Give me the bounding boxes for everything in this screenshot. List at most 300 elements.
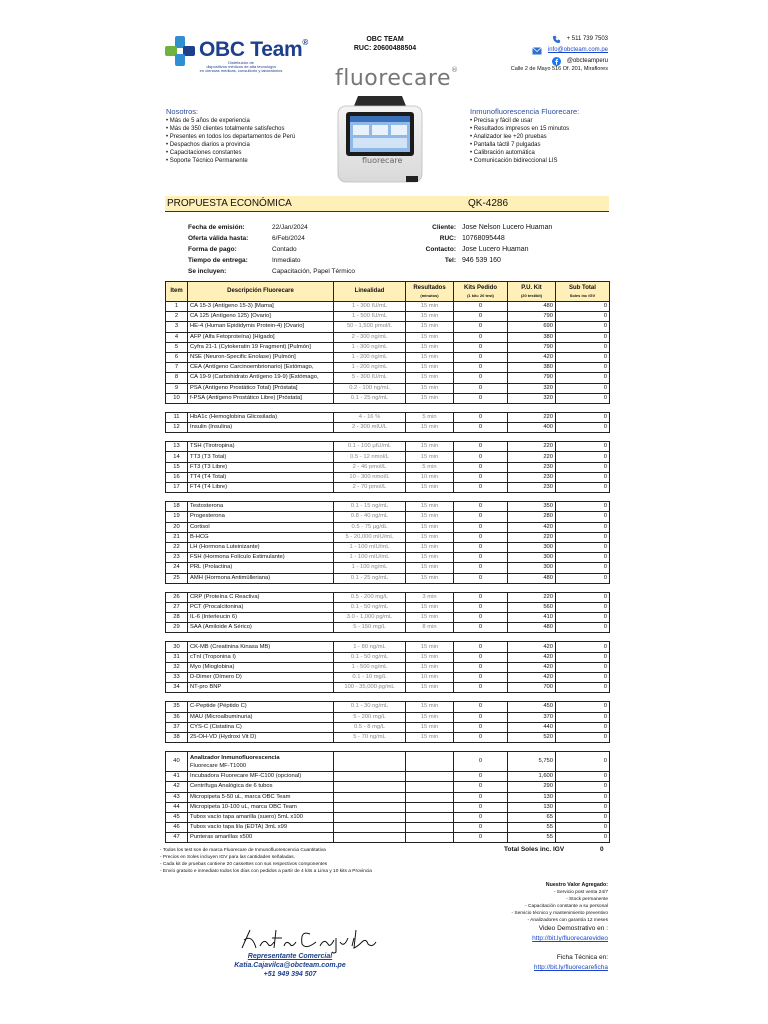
cell-pu: 410 <box>508 613 556 623</box>
spacer-cell <box>508 403 556 412</box>
cell-kits: 0 <box>454 483 508 493</box>
contact-address: Calle 2 de Mayo 516 Of. 201, Miraflores <box>510 66 608 72</box>
cell-linealidad: 5 - 200 mg/L <box>334 712 406 722</box>
cell-linealidad: 0.5 - 8 mg/L <box>334 722 406 732</box>
spacer-row <box>166 633 610 642</box>
table-row <box>166 393 610 403</box>
cell-item: 18 <box>166 502 188 512</box>
table-row <box>166 352 610 362</box>
cell-kits: 0 <box>454 332 508 342</box>
note-line: - Envío gratuito e inmediato todos los días con pedidos a partir de 4 kits a Lima y 10 kits a Provincia <box>160 869 372 874</box>
col-sub-sub: Soles inc IGV <box>569 292 596 298</box>
spacer-cell <box>556 583 610 592</box>
cell-resultados <box>406 812 454 822</box>
cell-linealidad: 1 - 100 ng/mL <box>334 563 406 573</box>
cell-resultados <box>406 802 454 812</box>
logo-text: OBC Team <box>199 38 303 61</box>
fluorecare-device-image <box>328 92 432 188</box>
cell-resultados: 15 min <box>406 512 454 522</box>
inmuno-item: • Pantalla táctil 7 pulgadas <box>470 142 541 148</box>
nosotros-item: • Capacitaciones constantes <box>166 150 242 156</box>
cell-desc: CA 19-9 (Carbohidrato Antígeno 19-9) [Estómago, <box>188 373 334 383</box>
cell-subtotal: 0 <box>556 373 610 383</box>
device-brand-label: fluorecare <box>362 156 403 165</box>
cell-resultados: 3 min <box>406 592 454 602</box>
table-row <box>166 592 610 602</box>
cell-linealidad: 0.5 - 75 μg/dL <box>334 522 406 532</box>
cell-item: 20 <box>166 522 188 532</box>
spacer-row <box>166 693 610 702</box>
table-row <box>166 673 610 683</box>
spacer-cell <box>188 743 334 752</box>
cell-desc: Centrífuga Analógica de 6 tubos <box>188 782 334 792</box>
cell-item: 25 <box>166 573 188 583</box>
cell-desc: Progesterona <box>188 512 334 522</box>
cell-resultados: 15 min <box>406 573 454 583</box>
col-res-sub: (minutos) <box>420 292 439 298</box>
cell-item: 6 <box>166 352 188 362</box>
inmuno-item: • Calibración automática <box>470 150 535 156</box>
cell-desc: HE-4 (Human Epididymis Protein-4) [Ovario] <box>188 322 334 332</box>
cell-desc: CK-MB (Creatinina Kinasa MB) <box>188 642 334 652</box>
cell-resultados: 15 min <box>406 652 454 662</box>
proposal-meta <box>188 222 412 277</box>
table-row <box>166 312 610 322</box>
meta-row <box>188 255 412 266</box>
spacer-cell <box>406 693 454 702</box>
spacer-cell <box>508 743 556 752</box>
cell-pu: 790 <box>508 373 556 383</box>
cell-subtotal: 0 <box>556 472 610 482</box>
cell-desc-title: Analizador Inmunofluorescencia <box>190 754 280 761</box>
table-row <box>166 483 610 493</box>
cell-pu: 420 <box>508 522 556 532</box>
cell-pu: 230 <box>508 483 556 493</box>
cell-item: 32 <box>166 662 188 672</box>
spacer-cell <box>454 433 508 442</box>
cell-kits: 0 <box>454 512 508 522</box>
spacer-cell <box>508 583 556 592</box>
cell-resultados: 15 min <box>406 373 454 383</box>
cell-subtotal: 0 <box>556 652 610 662</box>
cell-item: 47 <box>166 833 188 843</box>
cell-item: 45 <box>166 812 188 822</box>
cell-subtotal: 0 <box>556 702 610 712</box>
cell-subtotal: 0 <box>556 683 610 693</box>
ficha-link[interactable]: http://bit.ly/fluorecareficha <box>533 964 608 971</box>
col-kit-sub: (1 kit= 20 test) <box>467 292 494 298</box>
cell-linealidad: 0.8 - 40 ng/mL <box>334 512 406 522</box>
cell-linealidad: 0.1 - 100 μIU/mL <box>334 442 406 452</box>
cell-resultados: 15 min <box>406 352 454 362</box>
cell-item: 19 <box>166 512 188 522</box>
cell-pu: 230 <box>508 472 556 482</box>
cell-linealidad: 1 - 300 IU/mL <box>334 302 406 312</box>
table-row <box>166 662 610 672</box>
cell-resultados: 15 min <box>406 553 454 563</box>
cell-resultados: 15 min <box>406 423 454 433</box>
cell-resultados: 15 min <box>406 522 454 532</box>
spacer-row <box>166 583 610 592</box>
spacer-cell <box>556 493 610 502</box>
cell-item: 43 <box>166 792 188 802</box>
cell-item: 37 <box>166 722 188 732</box>
spacer-cell <box>334 693 406 702</box>
cell-linealidad <box>334 792 406 802</box>
spacer-cell <box>334 403 406 412</box>
meta-row <box>188 266 412 277</box>
cell-kits: 0 <box>454 712 508 722</box>
quote-table-header <box>166 282 610 302</box>
cell-item: 28 <box>166 613 188 623</box>
client-info <box>410 222 552 266</box>
cell-resultados: 15 min <box>406 332 454 342</box>
client-row <box>410 233 552 244</box>
cell-pu: 560 <box>508 602 556 612</box>
cell-desc: HbA1c (Hemoglobina Glicosilada) <box>188 412 334 422</box>
cell-resultados: 15 min <box>406 542 454 552</box>
company-block <box>330 35 440 53</box>
cell-resultados <box>406 823 454 833</box>
table-row <box>166 563 610 573</box>
nosotros-item-text: Presentes en todos los departamentos de Perú <box>169 134 296 140</box>
cell-pu: 300 <box>508 553 556 563</box>
logo-sub-line: dispositivos médicos de alta tecnología <box>206 64 276 69</box>
cell-item: 14 <box>166 452 188 462</box>
cell-linealidad: 50 - 1,500 pmol/L <box>334 322 406 332</box>
spacer-cell <box>454 583 508 592</box>
spacer-cell <box>406 583 454 592</box>
cell-pu: 790 <box>508 312 556 322</box>
quote-table <box>165 281 610 843</box>
cell-item: 38 <box>166 732 188 742</box>
spacer-cell <box>166 633 188 642</box>
spacer-cell <box>188 493 334 502</box>
cell-pu: 290 <box>508 782 556 792</box>
table-row <box>166 373 610 383</box>
inmuno-item: • Analizador lee +20 pruebas <box>470 134 547 140</box>
brand-text: fluorecare <box>335 66 452 91</box>
video-link[interactable]: http://bit.ly/fluorecarevideo <box>532 935 608 942</box>
table-row <box>166 652 610 662</box>
cell-desc-model: Fluorecare MF-T1000 <box>190 762 247 769</box>
table-row <box>166 712 610 722</box>
cell-item: 46 <box>166 823 188 833</box>
inmuno-item-text: Analizador lee +20 pruebas <box>473 134 547 140</box>
proposal-code: QK-4286 <box>468 198 509 209</box>
cell-resultados: 15 min <box>406 563 454 573</box>
cell-subtotal: 0 <box>556 823 610 833</box>
col-pu-label: P.U. Kit <box>521 284 542 291</box>
table-row <box>166 423 610 433</box>
brand-registered: ® <box>451 66 459 74</box>
company-name: OBC TEAM <box>366 36 404 43</box>
client-key: Tel: <box>444 257 456 264</box>
meta-key: Forma de pago: <box>188 246 237 253</box>
cell-resultados: 15 min <box>406 613 454 623</box>
table-row <box>166 802 610 812</box>
note-line: - Cada kit de pruebas contiene 20 cassettes con sus respectivos componentes <box>160 862 328 867</box>
cell-linealidad: 2 - 300 ng/mL <box>334 332 406 342</box>
cell-resultados: 5 min <box>406 412 454 422</box>
cell-subtotal: 0 <box>556 452 610 462</box>
spacer-cell <box>166 743 188 752</box>
nosotros-item: • Despachos diarios a provincia <box>166 142 250 148</box>
spacer-cell <box>188 583 334 592</box>
cell-desc: Incubadora Fluorecare MF-C100 (opcional) <box>188 772 334 782</box>
cell-item: 22 <box>166 542 188 552</box>
cell-pu: 790 <box>508 342 556 352</box>
col-item: Item <box>166 282 188 302</box>
cell-subtotal: 0 <box>556 732 610 742</box>
cell-desc: Cortisol <box>188 522 334 532</box>
cell-kits: 0 <box>454 602 508 612</box>
cell-kits: 0 <box>454 683 508 693</box>
cell-desc: Punteras amarillas x500 <box>188 833 334 843</box>
note-line: - Todos los test son de marca Fluorecare de Inmunofluorescencia Cuantitativa <box>160 848 326 853</box>
inmuno-block <box>470 108 610 165</box>
cell-subtotal: 0 <box>556 752 610 772</box>
cell-item: 17 <box>166 483 188 493</box>
spacer-cell <box>454 633 508 642</box>
cell-desc: Tubos vacío tapa lila (EDTA) 3mL x99 <box>188 823 334 833</box>
cell-item: 24 <box>166 563 188 573</box>
client-value: Jose Lucero Huaman <box>462 246 529 253</box>
table-row <box>166 642 610 652</box>
cell-linealidad: 1 - 80 ng/mL <box>334 642 406 652</box>
cell-subtotal: 0 <box>556 352 610 362</box>
cell-linealidad: 1 - 100 mIU/mL <box>334 553 406 563</box>
col-res-label: Resultados <box>413 284 446 291</box>
cell-linealidad: 100 - 35,000 pg/mL <box>334 683 406 693</box>
spacer-cell <box>556 403 610 412</box>
header-row <box>166 282 610 302</box>
cell-desc: cTnI (Troponina I) <box>188 652 334 662</box>
cell-pu: 220 <box>508 442 556 452</box>
valor-item: - Servicio técnico y mantenimiento preventivo <box>511 911 608 916</box>
cell-linealidad: 0.1 - 30 ng/mL <box>334 702 406 712</box>
cell-linealidad: 5 - 150 mg/L <box>334 623 406 633</box>
quote-table-body <box>166 302 610 843</box>
cell-linealidad <box>334 802 406 812</box>
cell-desc: Cyfra 21-1 (Cytokeratin 19 Fragment) [Pulmón] <box>188 342 334 352</box>
table-row <box>166 542 610 552</box>
table-row <box>166 683 610 693</box>
cell-linealidad: 5 - 300 IU/mL <box>334 373 406 383</box>
cell-subtotal: 0 <box>556 602 610 612</box>
inmuno-item-text: Pantalla táctil 7 pulgadas <box>473 142 541 148</box>
cell-item: 13 <box>166 442 188 452</box>
table-row <box>166 623 610 633</box>
cell-resultados: 15 min <box>406 722 454 732</box>
spacer-cell <box>166 433 188 442</box>
cell-subtotal: 0 <box>556 302 610 312</box>
table-row <box>166 812 610 822</box>
cell-subtotal: 0 <box>556 722 610 732</box>
logo-sub-line: Distribuidor de <box>228 60 254 65</box>
cell-linealidad: 5 - 70 ng/mL <box>334 732 406 742</box>
spacer-cell <box>454 403 508 412</box>
cell-pu: 480 <box>508 573 556 583</box>
col-desc: Descripción Fluorecare <box>188 282 334 302</box>
cell-resultados <box>406 792 454 802</box>
cell-subtotal: 0 <box>556 613 610 623</box>
spacer-cell <box>406 743 454 752</box>
contact-email-row <box>490 45 608 56</box>
cell-resultados: 15 min <box>406 452 454 462</box>
cell-pu: 55 <box>508 833 556 843</box>
col-kit <box>454 282 508 302</box>
table-row <box>166 553 610 563</box>
client-key: Cliente: <box>432 224 456 231</box>
cell-resultados <box>406 752 454 772</box>
cell-desc: PSA (Antígeno Prostático Total) [Próstata] <box>188 383 334 393</box>
cell-item: 9 <box>166 383 188 393</box>
cell-item: 42 <box>166 782 188 792</box>
cell-resultados: 15 min <box>406 483 454 493</box>
valor-item: - Stock permanente <box>566 897 608 902</box>
cell-subtotal: 0 <box>556 792 610 802</box>
cell-kits: 0 <box>454 522 508 532</box>
cell-resultados: 15 min <box>406 602 454 612</box>
meta-value: Inmediato <box>272 257 301 264</box>
cell-pu: 440 <box>508 722 556 732</box>
cell-resultados: 8 min <box>406 623 454 633</box>
client-value: 946 539 160 <box>462 257 501 264</box>
table-row <box>166 472 610 482</box>
cell-resultados: 15 min <box>406 393 454 403</box>
cell-desc: NT-pro BNP <box>188 683 334 693</box>
cell-pu: 690 <box>508 322 556 332</box>
note-line: - Precios en Soles incluyen IGV para las cantidades señaladas. <box>160 855 295 860</box>
cell-item: 8 <box>166 373 188 383</box>
nosotros-item-text: Despachos diarios a provincia <box>169 142 250 148</box>
cell-linealidad <box>334 752 406 772</box>
cell-pu: 700 <box>508 683 556 693</box>
cell-subtotal: 0 <box>556 322 610 332</box>
cell-item: 30 <box>166 642 188 652</box>
cell-item: 36 <box>166 712 188 722</box>
valor-item: - Analizadores con garantía 12 meses <box>527 918 608 923</box>
spacer-cell <box>334 493 406 502</box>
cell-item: 29 <box>166 623 188 633</box>
cell-item: 35 <box>166 702 188 712</box>
table-row <box>166 823 610 833</box>
cell-item: 27 <box>166 602 188 612</box>
cell-kits: 0 <box>454 623 508 633</box>
inmuno-item: • Comunicación bidireccional LIS <box>470 158 558 164</box>
video-label: Video Demostrativo en : <box>538 925 608 932</box>
cell-desc: CYS-C (Cistatina C) <box>188 722 334 732</box>
cell-pu: 230 <box>508 462 556 472</box>
client-value: 10768095448 <box>462 235 505 242</box>
cell-linealidad: 1 - 500 ng/mL <box>334 662 406 672</box>
cell-linealidad <box>334 812 406 822</box>
cell-pu: 220 <box>508 592 556 602</box>
cell-linealidad: 0.1 - 50 ng/mL <box>334 652 406 662</box>
cell-desc: CA 15-3 (Antígeno 15-3) [Mama] <box>188 302 334 312</box>
cell-kits: 0 <box>454 732 508 742</box>
valor-item: - Servicio post venta 24/7 <box>553 890 608 895</box>
cell-kits: 0 <box>454 792 508 802</box>
cell-resultados: 15 min <box>406 383 454 393</box>
cell-subtotal: 0 <box>556 662 610 672</box>
cell-resultados: 15 min <box>406 732 454 742</box>
cell-pu: 480 <box>508 302 556 312</box>
cell-kits: 0 <box>454 472 508 482</box>
table-row <box>166 442 610 452</box>
cell-subtotal: 0 <box>556 332 610 342</box>
cell-subtotal: 0 <box>556 412 610 422</box>
inmuno-item-text: Resultados impresos en 15 minutos <box>473 126 570 132</box>
cell-kits: 0 <box>454 412 508 422</box>
cell-pu: 5,750 <box>508 752 556 772</box>
cell-subtotal: 0 <box>556 563 610 573</box>
spacer-cell <box>334 743 406 752</box>
meta-row <box>188 233 412 244</box>
spacer-cell <box>166 583 188 592</box>
cell-pu: 55 <box>508 823 556 833</box>
client-key: RUC: <box>439 235 456 242</box>
contact-email-link[interactable]: info@obcteam.com.pe <box>547 47 608 53</box>
cell-item: 34 <box>166 683 188 693</box>
cell-kits: 0 <box>454 302 508 312</box>
spacer-cell <box>406 403 454 412</box>
cell-subtotal: 0 <box>556 812 610 822</box>
cell-pu: 220 <box>508 452 556 462</box>
cell-kits: 0 <box>454 383 508 393</box>
cell-resultados: 10 min <box>406 673 454 683</box>
table-row <box>166 792 610 802</box>
cell-subtotal: 0 <box>556 512 610 522</box>
cell-subtotal: 0 <box>556 833 610 843</box>
cell-linealidad: 0.1 - 25 ng/mL <box>334 573 406 583</box>
cell-pu: 480 <box>508 623 556 633</box>
rep-email: Katia.Cajavilca@obcteam.com.pe <box>234 962 346 969</box>
cell-subtotal: 0 <box>556 363 610 373</box>
cell-desc: Micropipeta 10-100 uL, marca OBC Team <box>188 802 334 812</box>
nosotros-item-text: Capacitaciones constantes <box>169 150 242 156</box>
total-label: Total Soles inc. IGV <box>504 846 565 853</box>
cell-pu: 420 <box>508 642 556 652</box>
spacer-row <box>166 403 610 412</box>
spacer-cell <box>188 433 334 442</box>
cell-item: 1 <box>166 302 188 312</box>
cell-kits: 0 <box>454 782 508 792</box>
cell-desc: Myo (Mioglobina) <box>188 662 334 672</box>
cell-kits: 0 <box>454 442 508 452</box>
cell-kits: 0 <box>454 652 508 662</box>
cell-subtotal: 0 <box>556 383 610 393</box>
spacer-cell <box>406 633 454 642</box>
nosotros-item: • Más de 350 clientes totalmente satisfechos <box>166 126 285 132</box>
cell-desc: TSH (Tirotropina) <box>188 442 334 452</box>
cell-desc: Tubos vacío tapa amarilla (suero) 5mL x100 <box>188 812 334 822</box>
inmuno-item-text: Calibración automática <box>473 150 535 156</box>
nosotros-title: Nosotros: <box>166 107 199 116</box>
spacer-cell <box>334 433 406 442</box>
representative-block <box>225 952 355 979</box>
cell-pu: 520 <box>508 732 556 742</box>
table-row <box>166 452 610 462</box>
cell-desc: PCT (Procalcitonina) <box>188 602 334 612</box>
cell-resultados: 15 min <box>406 532 454 542</box>
client-key: Contacto: <box>425 246 456 253</box>
cell-desc: FT4 (T4 Libre) <box>188 483 334 493</box>
cell-subtotal: 0 <box>556 462 610 472</box>
cell-pu: 450 <box>508 702 556 712</box>
client-value: Jose Nelson Lucero Huaman <box>462 224 553 231</box>
